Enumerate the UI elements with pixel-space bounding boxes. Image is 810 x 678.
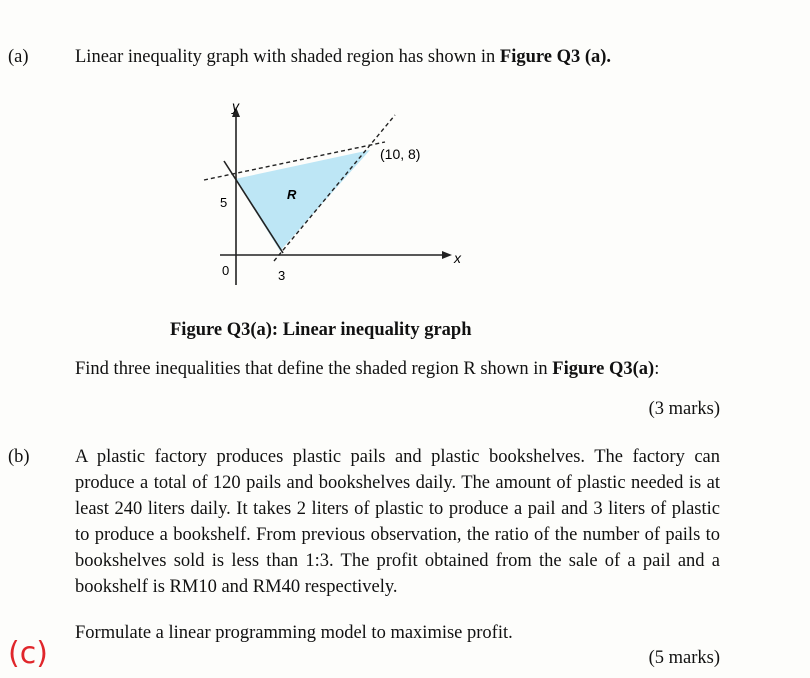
y-intercept-label: 5: [220, 195, 228, 210]
part-a-marks: (3 marks): [648, 399, 720, 419]
part-b-paragraph: A plastic factory produces plastic pails and plastic bookshelves. The factory can produce a total of 120 pails and bookshelves daily. The amount of plastic needed is at least 240 liters daily. It takes 2 liters of plastic to produce a pail and 3 liters of plastic to produce a bookshelf. From previous observation, the ratio of the number of pails to bookshelves sold is less than 1:3. The profit obtained from the sale of a pail and a bookshelf is RM10 and RM40 respectively.: [75, 447, 720, 597]
part-a-question-ref: Figure Q3(a): [552, 359, 655, 379]
handwritten-note: (c): [8, 636, 48, 671]
part-b-marks: (5 marks): [648, 648, 720, 668]
part-a-intro-text: Linear inequality graph with shaded region has shown in: [75, 47, 500, 67]
region-label: R: [287, 187, 297, 202]
figure-caption: Figure Q3(a): Linear inequality graph: [170, 320, 472, 340]
point-label: (10, 8): [380, 146, 421, 162]
part-b-label: (b): [8, 447, 30, 467]
part-a-intro: [75, 44, 611, 70]
part-a-intro-ref: Figure Q3 (a).: [499, 47, 612, 67]
part-a-question-text: Find three inequalities that define the shaded region R shown in: [75, 359, 553, 379]
x-axis-label: x: [454, 250, 461, 266]
part-a-question: [75, 356, 659, 382]
figure-q3a: [190, 95, 480, 295]
part-a-label: (a): [8, 47, 29, 67]
origin-label: 0: [222, 263, 230, 278]
y-axis-label: y: [232, 98, 239, 114]
x-axis-arrow-icon: [442, 251, 452, 259]
shaded-region-r: [235, 150, 370, 251]
part-a-question-end: :: [654, 359, 660, 379]
part-b-instruction: Formulate a linear programming model to maximise profit.: [75, 623, 513, 643]
x-intercept-label: 3: [278, 268, 286, 283]
